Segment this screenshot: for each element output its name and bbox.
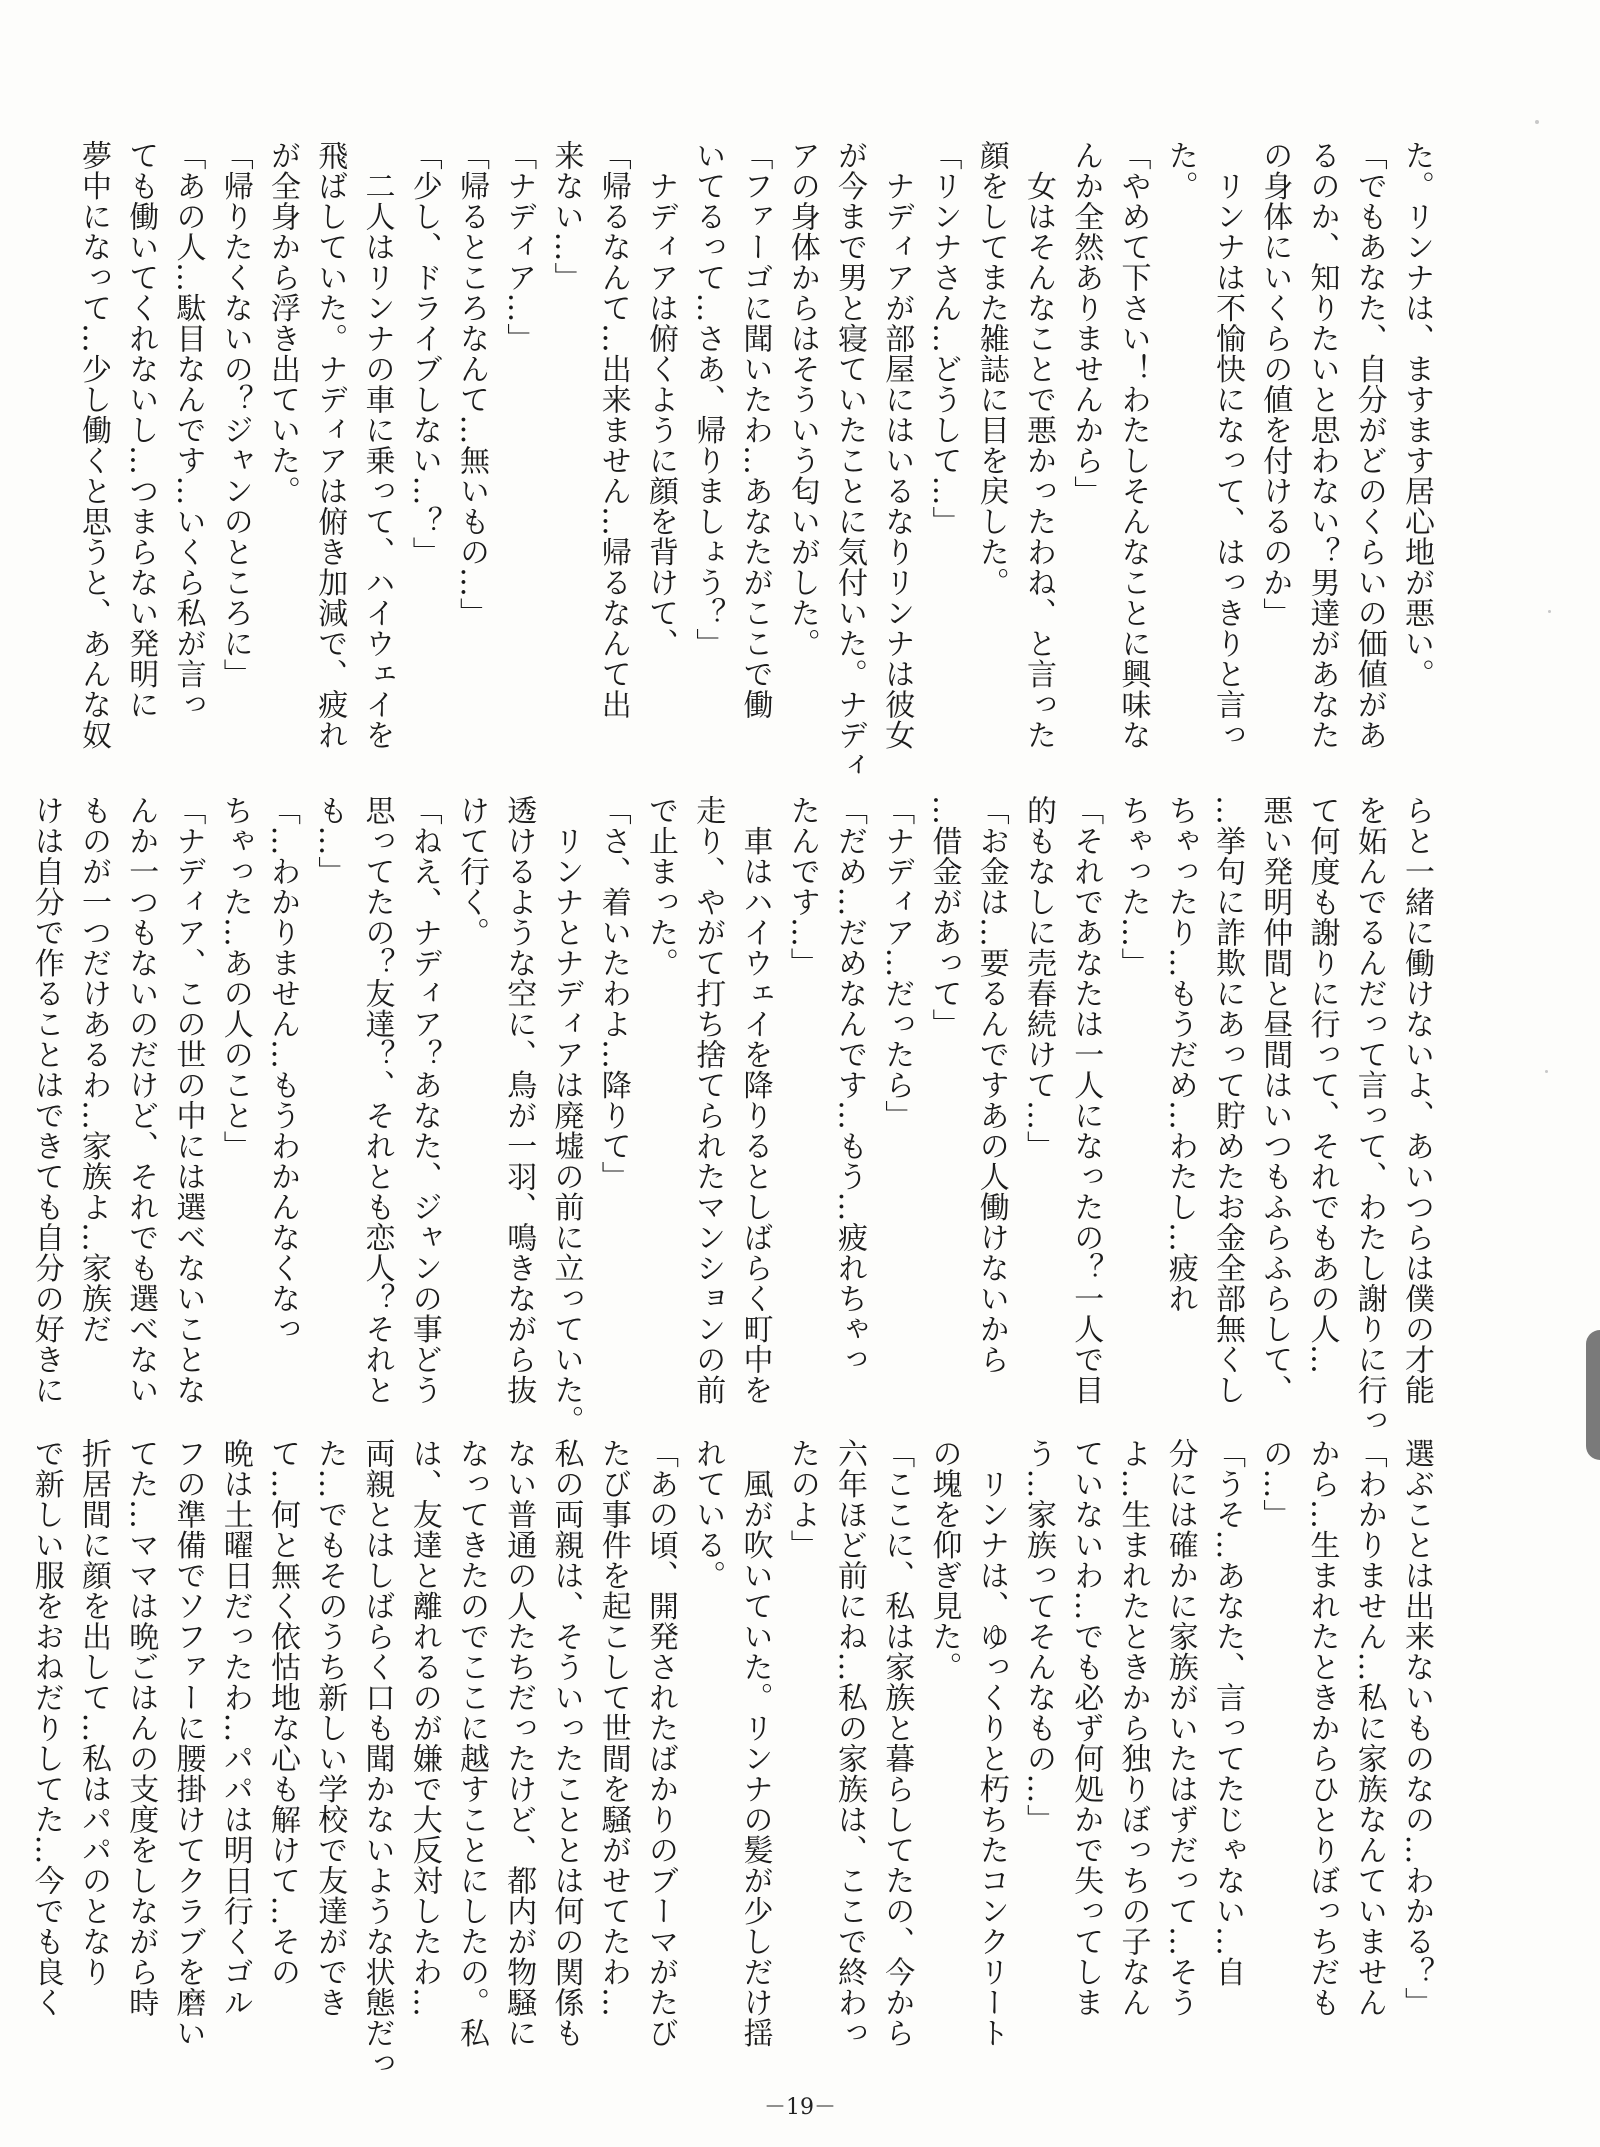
text-line: 「少し、ドライブしない…？」 <box>406 140 442 567</box>
text-line: う…家族ってそんなもの…」 <box>1021 1438 1056 1835</box>
text-line: らと一緒に働けないよ、あいつらは僕の才能 <box>1399 795 1434 1405</box>
text-tier-middle <box>28 795 1440 1436</box>
page-number: －19－ <box>764 2095 836 2120</box>
text-line: いてるって…さあ、帰りましょう？」 <box>690 140 726 659</box>
text-line: て何度も謝りに行って、それでもあの人… <box>1304 795 1340 1375</box>
text-line: ちゃった…」 <box>1115 795 1151 978</box>
text-line: た。リンナは、ますます居心地が悪い。 <box>1399 140 1434 689</box>
text-line: 「ねえ、ナディア？あなた、ジャンの事どう <box>406 795 442 1405</box>
text-line: の…」 <box>1257 1438 1293 1530</box>
text-tier-bottom <box>28 1438 1440 2079</box>
text-line: 走り、やがて打ち捨てられたマンションの前 <box>690 795 726 1405</box>
text-line: ちゃった…あの人のこと」 <box>217 795 253 1161</box>
text-line: は、友達と離れるのが嫌で大反対したわ… <box>406 1438 442 2018</box>
text-line: 「やめて下さい！わたしそんなことに興味な <box>1115 140 1151 750</box>
text-line: も…」 <box>312 795 348 887</box>
text-line: 「でもあなた、自分がどのくらいの価値があ <box>1351 140 1387 750</box>
text-line: 来ない…」 <box>548 140 584 293</box>
text-line: 「わかりません…私に家族なんていません <box>1351 1438 1387 2018</box>
text-line: ものが一つだけあるわ…家族よ…家族だ <box>76 795 111 1344</box>
text-line: リンナは不愉快になって、はっきりと言っ <box>1210 140 1245 750</box>
text-line: …挙句に詐欺にあって貯めたお金全部無くし <box>1210 795 1245 1405</box>
text-line: 「それであなたは一人になったの？一人で目 <box>1068 795 1104 1405</box>
text-line: 「帰るなんて…出来ません…帰るなんて出 <box>595 140 631 720</box>
text-line: たび事件を起こして世間を騒がせてたわ… <box>595 1438 631 2018</box>
text-line: 「うそ…あなた、言ってたじゃない…自 <box>1210 1438 1245 1987</box>
text-line: れている。 <box>690 1438 726 1591</box>
text-line: の身体にいくらの値を付けるのか」 <box>1257 140 1293 628</box>
text-line: 折居間に顔を出して…私はパパのとなり <box>76 1438 111 1987</box>
text-line: 「あの頃、開発されたばかりのブーマがたび <box>643 1438 678 2048</box>
text-line: 車はハイウェイを降りるとしばらく町中を <box>737 795 773 1405</box>
text-line: んか一つもないのだけど、それでも選べない <box>123 795 159 1405</box>
text-line: リンナは、ゆっくりと朽ちたコンクリート <box>973 1438 1009 2048</box>
text-line: るのか、知りたいと思わない？男達があなた <box>1304 140 1340 750</box>
scan-speck <box>1545 1070 1548 1073</box>
text-line: 的もなしに売春続けて…」 <box>1021 795 1056 1161</box>
text-line: た。 <box>1162 140 1198 201</box>
text-line: けて行く。 <box>454 795 489 948</box>
text-line: て…何と無く依怙地な心も解けて…その <box>265 1438 300 1987</box>
text-line: フの準備でソファーに腰掛けてクラブを磨い <box>170 1438 206 2048</box>
text-line: リンナとナディアは廃墟の前に立っていた。 <box>548 795 584 1436</box>
text-line: 飛ばしていた。ナディアは俯き加減で、疲れ <box>312 140 348 750</box>
text-line: 「帰りたくないの？ジャンのところに」 <box>217 140 253 689</box>
text-line: なってきたのでここに越すことにしたの。私 <box>454 1438 489 2048</box>
text-line: 「ナディア…」 <box>501 140 537 354</box>
text-line: よ…生まれたときから独りぼっちの子なん <box>1115 1438 1151 2018</box>
text-line: 分には確かに家族がいたはずだって…そう <box>1162 1438 1198 2018</box>
text-line: 「ファーゴに聞いたわ…あなたがここで働 <box>737 140 773 720</box>
text-line: んか全然ありませんから」 <box>1068 140 1104 506</box>
binding-shadow <box>1586 1330 1600 1460</box>
text-line: たんです…」 <box>784 795 820 978</box>
text-line: 「ナディア…だったら」 <box>879 795 915 1131</box>
text-line: たのよ」 <box>784 1438 820 1560</box>
text-line: 六年ほど前にね…私の家族は、ここで終わっ <box>832 1438 867 2048</box>
text-line: が全身から浮き出ていた。 <box>265 140 300 506</box>
text-line: ても働いてくれないし…つまらない発明に <box>123 140 159 720</box>
text-line: 顔をしてまた雑誌に目を戻した。 <box>973 140 1009 598</box>
text-line: から…生まれたときからひとりぼっちだも <box>1304 1438 1340 2018</box>
text-line: ない普通の人たちだったけど、都内が物騒に <box>501 1438 537 2048</box>
text-line: ちゃったり…もうだめ…わたし…疲れ <box>1162 795 1198 1314</box>
text-line: 両親とはしばらく口も聞かないような状態だっ <box>359 1438 395 2079</box>
text-line: を妬んでるんだって言って、わたし謝りに行っ <box>1351 795 1387 1436</box>
text-line: 二人はリンナの車に乗って、ハイウェイを <box>359 140 395 750</box>
text-line: …借金があって」 <box>926 795 962 1039</box>
text-line: 私の両親は、そういったこととは何の関係も <box>548 1438 584 2048</box>
text-line: 思ってたの？友達？、それとも恋人？それと <box>359 795 395 1405</box>
text-line: 「だめ…だめなんです…もう…疲れちゃっ <box>832 795 867 1375</box>
text-line: 「…わかりません…もうわかんなくなっ <box>265 795 300 1344</box>
text-line: 晩は土曜日だったわ…パパは明日行くゴル <box>217 1438 253 2018</box>
text-line: で新しい服をおねだりしてた…今でも良く <box>28 1438 64 2018</box>
text-line: 「お金は…要るんですあの人働けないから <box>973 795 1009 1375</box>
text-line: の塊を仰ぎ見た。 <box>926 1438 962 1682</box>
text-line: た…でもそのうち新しい学校で友達ができ <box>312 1438 348 2018</box>
text-line: アの身体からはそういう匂いがした。 <box>784 140 820 659</box>
text-line: ナディアは俯くように顔を背けて、 <box>643 140 678 659</box>
text-line: けは自分で作ることはできても自分の好きに <box>28 795 64 1405</box>
text-line: 「あの人…駄目なんです…いくら私が言っ <box>170 140 206 720</box>
scan-speck <box>1548 610 1551 613</box>
text-line: 風が吹いていた。リンナの髪が少しだけ揺 <box>737 1438 773 2048</box>
text-line: ていないわ…でも必ず何処かで失ってしま <box>1068 1438 1104 2018</box>
text-tier-top <box>76 140 1440 781</box>
text-line: 「さ、着いたわよ…降りて」 <box>595 795 631 1192</box>
text-line: 悪い発明仲間と昼間はいつもふらふらして、 <box>1257 795 1293 1405</box>
text-line: で止まった。 <box>643 795 678 978</box>
text-line: てた…ママは晩ごはんの支度をしながら時 <box>123 1438 159 2018</box>
text-line: 「ここに、私は家族と暮らしてたの、今から <box>879 1438 915 2048</box>
text-line: 「帰るところなんて…無いもの…」 <box>454 140 489 628</box>
text-line: 夢中になって…少し働くと思うと、あんな奴 <box>76 140 111 750</box>
text-line: 女はそんなことで悪かったわね、と言った <box>1021 140 1056 750</box>
text-line: 透けるような空に、鳥が一羽、鳴きながら抜 <box>501 795 537 1405</box>
text-line: 「リンナさん…どうして…」 <box>926 140 962 537</box>
text-line: 選ぶことは出来ないものなの…わかる？」 <box>1399 1438 1434 2018</box>
text-line: 「ナディア、この世の中には選べないことな <box>170 795 206 1405</box>
text-line: が今まで男と寝ていたことに気付いた。ナディ <box>832 140 867 781</box>
text-line: ナディアが部屋にはいるなりリンナは彼女 <box>879 140 915 750</box>
scan-speck <box>1535 120 1539 124</box>
